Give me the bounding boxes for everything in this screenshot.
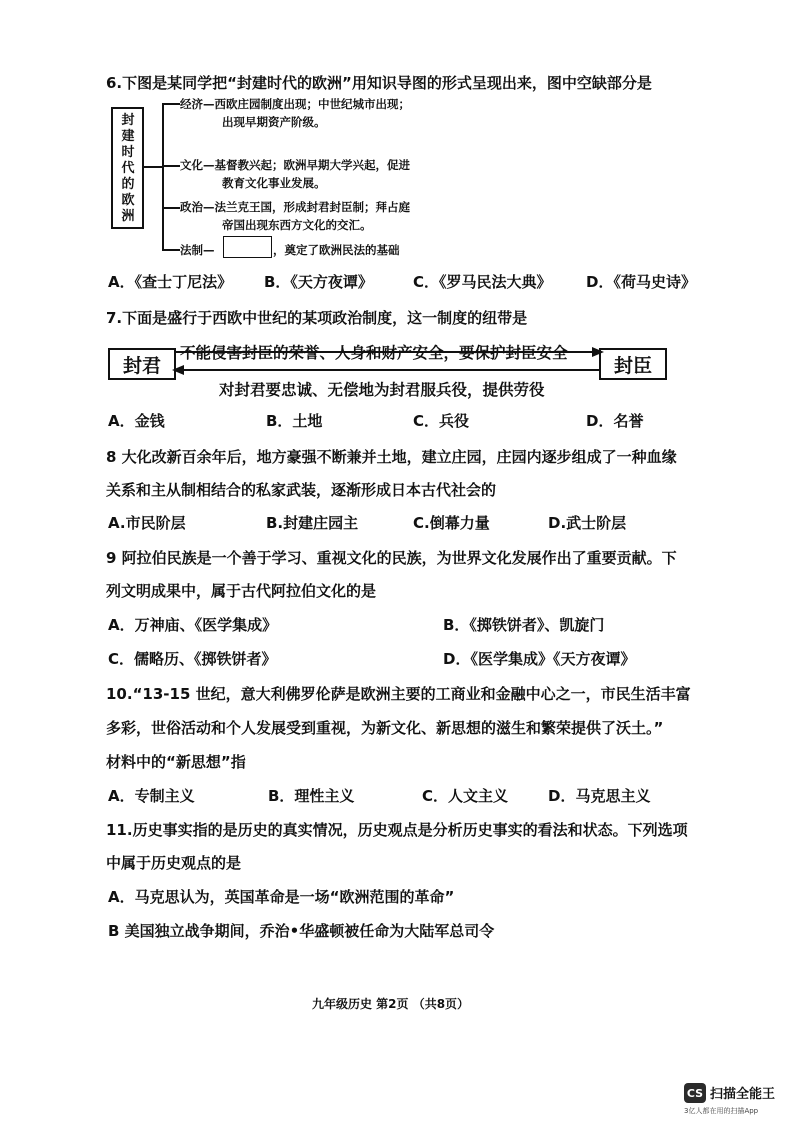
q9-stem-line1: 9 阿拉伯民族是一个善于学习、重视文化的民族，为世界文化发展作出了重要贡献。下 (106, 549, 677, 567)
mindmap-branch-line (162, 103, 180, 105)
arrow-head-right (592, 347, 604, 357)
q7-option-a: A．金钱 (108, 412, 165, 430)
q6-option-d: D．《荷马史诗》 (586, 273, 696, 291)
q10-stem-line2: 多彩，世俗活动和个人发展受到重视，为新文化、新思想的滋生和繁荣提供了沃土。” (106, 719, 664, 737)
q10-option-b: B．理性主义 (268, 787, 355, 805)
q8-option-d: D.武士阶层 (548, 514, 627, 532)
camscanner-logo-icon: CS (684, 1083, 706, 1103)
q11-option-b: B 美国独立战争期间，乔治•华盛顿被任命为大陆军总司令 (108, 922, 495, 940)
q8-option-a: A.市民阶层 (108, 514, 186, 532)
vassal-obligation-text: 对封君要忠诚、无偿地为封君服兵役，提供劳役 (219, 381, 545, 399)
vassal-box: 封臣 (599, 348, 667, 380)
q11-stem-line2: 中属于历史观点的是 (106, 854, 242, 872)
mindmap-branch-culture: 文化—基督教兴起；欧洲早期大学兴起，促进 (180, 158, 410, 172)
q9-option-d: D．《医学集成》《天方夜谭》 (443, 650, 636, 668)
lord-obligation-text: 不能侵害封臣的荣誉、人身和财产安全，要保护封臣安全 (180, 344, 568, 362)
q9-option-a: A．万神庙、《医学集成》 (108, 616, 278, 634)
q10-option-c: C．人文主义 (422, 787, 509, 805)
mindmap-branch-law: 法制— (180, 243, 215, 257)
arrow-head-left (172, 365, 184, 375)
q6-option-b: B．《天方夜谭》 (264, 273, 373, 291)
mindmap-branch-line (162, 165, 180, 167)
q10-stem-line1: 10.“13-15 世纪，意大利佛罗伦萨是欧洲主要的工商业和金融中心之一，市民生活丰富 (106, 685, 691, 703)
mindmap-branch-law-cont: ，奠定了欧洲民法的基础 (273, 243, 400, 257)
q7-option-d: D．名誉 (586, 412, 644, 430)
q8-stem-line2: 关系和主从制相结合的私家武装，逐渐形成日本古代社会的 (106, 481, 497, 499)
page-footer: 九年级历史 第2页 （共8页） (312, 997, 470, 1011)
watermark-name: 扫描全能王 (710, 1087, 776, 1102)
q9-option-b: B．《掷铁饼者》、凯旋门 (443, 616, 605, 634)
q6-stem: 6.下图是某同学把“封建时代的欧洲”用知识导图的形式呈现出来，图中空缺部分是 (106, 74, 652, 92)
mindmap-branch-politics-cont: 帝国出现东西方文化的交汇。 (222, 218, 372, 232)
q6-option-a: A．《查士丁尼法》 (108, 273, 233, 291)
mindmap-branch-politics: 政治—法兰克王国，形成封君封臣制；拜占庭 (180, 200, 410, 214)
q7-option-c: C．兵役 (413, 412, 470, 430)
q11-option-a: A．马克思认为，英国革命是一场“欧洲范围的革命” (108, 888, 455, 906)
q10-option-d: D．马克思主义 (548, 787, 651, 805)
mindmap-root-box (111, 107, 144, 229)
mindmap-branch-economy-cont: 出现早期资产阶级。 (222, 115, 326, 129)
q10-option-a: A．专制主义 (108, 787, 195, 805)
mindmap-branch-culture-cont: 教育文化事业发展。 (222, 176, 326, 190)
q8-option-c: C.倒幕力量 (413, 514, 490, 532)
q9-option-c: C．儒略历、《掷铁饼者》 (108, 650, 277, 668)
q11-stem-line1: 11.历史事实指的是历史的真实情况，历史观点是分析历史事实的看法和状态。下列选项 (106, 821, 688, 839)
mindmap-trunk (162, 103, 164, 251)
mindmap-connector (144, 166, 163, 168)
mindmap-blank-box (223, 236, 272, 258)
q8-stem-line1: 8 大化改新百余年后，地方豪强不断兼并土地，建立庄园，庄园内逐步组成了一种血缘 (106, 448, 677, 466)
mindmap-root-text: 封建时代的欧洲 (121, 113, 135, 224)
q9-stem-line2: 列文明成果中，属于古代阿拉伯文化的是 (106, 582, 377, 600)
mindmap-branch-economy: 经济—西欧庄园制度出现；中世纪城市出现； (180, 97, 410, 111)
q10-stem-line3: 材料中的“新思想”指 (106, 753, 246, 771)
q6-option-c: C．《罗马民法大典》 (413, 273, 552, 291)
watermark-tagline: 3亿人都在用的扫描App (684, 1107, 759, 1115)
q7-option-b: B．土地 (266, 412, 323, 430)
q8-option-b: B.封建庄园主 (266, 514, 359, 532)
feudal-lord-box: 封君 (108, 348, 176, 380)
mindmap-branch-line (162, 249, 180, 251)
mindmap-branch-line (162, 207, 180, 209)
q7-stem: 7.下面是盛行于西欧中世纪的某项政治制度，这一制度的纽带是 (106, 309, 528, 327)
